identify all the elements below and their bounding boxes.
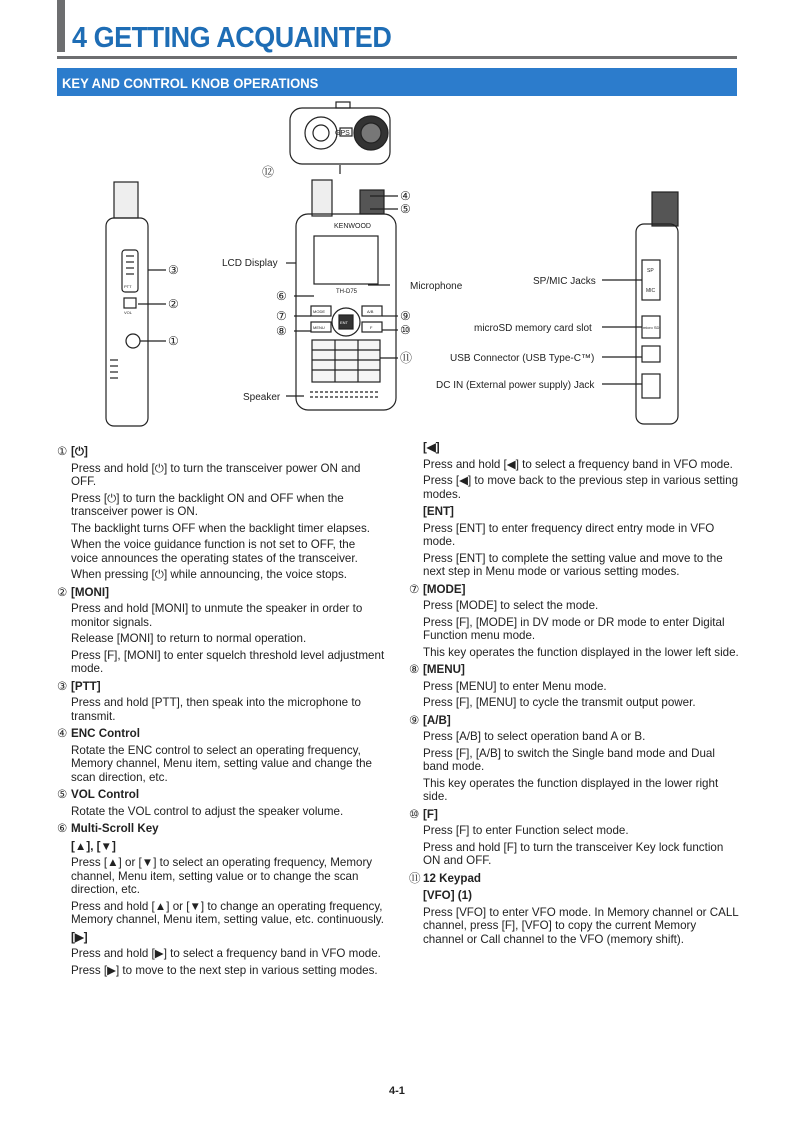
item-keypad: ⑪ 12 Keypad [VFO] (1) Press [VFO] to enter VFO mode. In Memory channel or CALL channel, press [F], [VFO] to copy the current Memory channel or Call channel to the VFO (memory shift). (409, 871, 739, 946)
callout-5: ⑤ (400, 202, 411, 216)
label-dc-in-jack: DC IN (External power supply) Jack (436, 380, 595, 391)
item-power: ① [⏻] Press and hold [⏻] to turn the transceiver power ON and OFF. Press [⏻] to turn the backlight ON and OFF when the transceiver power is ON. The backlight turns OFF when the backlight timer elapses. When the voice guidance function is not set to OFF, the voice announces the operating states of the transceiver. When pressing [⏻] while announcing, the voice stops. (57, 445, 385, 582)
item-f-text: Press and hold [F] to turn the transceiver Key lock function ON and OFF. (423, 840, 724, 867)
item-left-arrow-text: Press and hold [◀] to select a frequency band in VFO mode. (423, 457, 733, 471)
label-usb-connector: USB Connector (USB Type-C™) (450, 353, 595, 364)
item-power-text: When the voice guidance function is not set to OFF, the voice announces the operating states of the transceiver. (71, 538, 358, 565)
item-f-text: Press [F] to enter Function select mode. (423, 824, 629, 837)
item-left-arrow (409, 441, 739, 501)
device-mode: MODE (313, 309, 325, 314)
item-ent-text: Press [ENT] to enter frequency direct entry mode in VFO mode. (423, 521, 715, 548)
right-side-illustration (636, 192, 678, 424)
callout-9: ⑨ (400, 309, 411, 323)
item-menu-title: [MENU] (423, 663, 465, 676)
label-lcd-display: LCD Display (222, 258, 278, 269)
section-title: KEY AND CONTROL KNOB OPERATIONS (62, 75, 319, 91)
item-vol-text: Rotate the VOL control to adjust the speaker volume. (71, 804, 344, 818)
item-ent (409, 505, 739, 579)
item-ab-text: Press [F], [A/B] to switch the Single band mode and Dual band mode. (423, 746, 715, 773)
label-microsd-slot: microSD memory card slot (474, 323, 592, 334)
item-mode: ⑦ [MODE] Press [MODE] to select the mode. Press [F], [MODE] in DV mode or DR mode to enter Digital Function menu mode. This key operates the function displayed in the lower left side. (409, 582, 739, 659)
item-left-arrow-sub: [◀] (423, 441, 440, 454)
device-ab: A/B (367, 309, 374, 314)
device-microsd: micro SD (643, 325, 660, 330)
item-vol-title: VOL Control (71, 788, 140, 801)
item-enc: ④ ENC Control Rotate the ENC control to select an operating frequency, Memory channel, Menu item, setting value and change the scan direction, etc. (57, 727, 385, 784)
callout-1: ① (168, 334, 179, 348)
front-view-illustration (296, 180, 396, 410)
item-menu: ⑧ [MENU] Press [MENU] to enter Menu mode. Press [F], [MENU] to cycle the transmit output power. (409, 663, 739, 710)
item-menu-text: Press [MENU] to enter Menu mode. (423, 679, 607, 693)
item-multi-scroll: ⑥ Multi-Scroll Key [▲], [▼] Press [▲] or [▼] to select an operating frequency, Memory channel, Menu item, setting value or to change the scan direction, etc. Press and hold [▲] or [▼] to change an operating frequency, Memory channel, Menu item, setting value, etc. continuously. [▶] Press and hold [▶] to select a frequency band in VFO mode. Press [▶] to move to the next step in various setting modes. (57, 822, 384, 977)
device-vol: VOL (124, 310, 133, 315)
item-keypad-title: 12 Keypad (423, 871, 481, 885)
chapter-bar (57, 0, 65, 52)
item-left-arrow-text: Press [◀] to move back to the previous step in various setting modes. (423, 474, 739, 501)
item-ab-title: [A/B] (423, 713, 451, 727)
item-vol: ⑤ VOL Control Rotate the VOL control to adjust the speaker volume. (57, 788, 385, 818)
page-number: 4-1 (389, 1085, 405, 1097)
callout-8: ⑧ (276, 324, 287, 338)
item-multi-scroll-text: Press and hold [▶] to select a frequency band in VFO mode. (71, 947, 381, 960)
callout-6: ⑥ (276, 289, 287, 303)
item-multi-scroll-text: Press [▶] to move to the next step in various setting modes. (71, 963, 378, 977)
device-sp: SP (647, 268, 654, 274)
chapter-rule (57, 56, 737, 59)
device-f: F (370, 325, 373, 330)
callout-3: ③ (168, 263, 179, 277)
label-speaker: Speaker (243, 392, 281, 403)
item-moni-text: Press [F], [MONI] to enter squelch threshold level adjustment mode. (71, 648, 385, 675)
item-f-title: [F] (423, 807, 438, 821)
item-multi-scroll-sub: [▲], [▼] (71, 839, 116, 853)
item-mode-text: Press [F], [MODE] in DV mode or DR mode to enter Digital Function menu mode. (423, 615, 725, 642)
callout-7: ⑦ (276, 309, 287, 323)
transceiver-diagram (90, 100, 710, 430)
item-moni-title: [MONI] (71, 585, 109, 599)
item-mode-title: [MODE] (423, 582, 466, 596)
item-power-title: [⏻] (71, 445, 88, 458)
device-gps: GPS (335, 130, 350, 137)
callout-10: ⑩ (400, 323, 411, 337)
chapter-title: 4 GETTING ACQUAINTED (72, 22, 392, 54)
item-ab: ⑨ [A/B] Press [A/B] to select operation band A or B. Press [F], [A/B] to switch the Single band mode and Dual band mode. This key operates the function displayed in the lower right side. (409, 714, 739, 804)
item-moni-text: Release [MONI] to return to normal operation. (71, 632, 307, 645)
item-f: ⑩ [F] Press [F] to enter Function select mode. Press and hold [F] to turn the transceiver Key lock function ON and OFF. (409, 808, 739, 868)
item-power-text: When pressing [⏻] while announcing, the voice stops. (71, 568, 347, 581)
right-column (409, 441, 739, 946)
callout-2: ② (168, 297, 179, 311)
item-keypad-text: Press [VFO] to enter VFO mode. In Memory channel or CALL channel, press [F], [VFO] to copy the current Memory channel or Call channel to the VFO (memory shift). (423, 905, 739, 946)
item-power-text: Press [⏻] to turn the backlight ON and OFF when the transceiver power is ON. (71, 491, 344, 518)
item-ptt: ③ [PTT] Press and hold [PTT], then speak into the microphone to transmit. (57, 680, 385, 724)
item-ptt-text: Press and hold [PTT], then speak into the microphone to transmit. (71, 696, 362, 723)
item-multi-scroll-title: Multi-Scroll Key (71, 822, 159, 835)
device-brand: KENWOOD (334, 223, 371, 230)
item-mode-text: Press [MODE] to select the mode. (423, 599, 599, 612)
item-enc-text: Rotate the ENC control to select an operating frequency, Memory channel, Menu item, setting value and change the scan direction, etc. (71, 743, 372, 784)
callout-11: ⑪ (400, 351, 413, 365)
left-column (57, 441, 385, 977)
item-power-text: Press and hold [⏻] to turn the transceiver power ON and OFF. (71, 461, 361, 488)
item-menu-text: Press [F], [MENU] to cycle the transmit output power. (423, 696, 696, 709)
device-model: TH-D75 (336, 289, 358, 295)
device-ptt: PTT (124, 284, 132, 289)
item-keypad-sub: [VFO] (1) (423, 889, 472, 902)
item-multi-scroll-text: Press and hold [▲] or [▼] to change an operating frequency, Memory channel, Menu item, setting value, etc. continuously. (71, 899, 384, 926)
item-multi-scroll-sub: [▶] (71, 930, 88, 944)
label-sp-mic-jacks: SP/MIC Jacks (533, 276, 596, 287)
callout-12: ⑫ (262, 165, 275, 179)
item-ent-text: Press [ENT] to complete the setting value and move to the next step in Menu mode or various setting modes. (423, 551, 723, 578)
item-ab-text: This key operates the function displayed in the lower right side. (423, 776, 719, 803)
callout-4: ④ (400, 189, 411, 203)
item-ab-text: Press [A/B] to select operation band A or B. (423, 730, 646, 743)
item-ent-sub: [ENT] (423, 505, 454, 518)
item-moni-text: Press and hold [MONI] to unmute the speaker in order to monitor signals. (71, 602, 363, 629)
item-mode-text: This key operates the function displayed in the lower left side. (423, 645, 739, 659)
device-ent: ENT (340, 320, 348, 325)
item-multi-scroll-text: Press [▲] or [▼] to select an operating frequency, Memory channel, Menu item, setting value or to change the scan direction, etc. (71, 856, 373, 896)
device-mic: MIC (646, 288, 656, 294)
item-enc-title: ENC Control (71, 727, 140, 740)
label-microphone: Microphone (410, 281, 463, 292)
item-power-text: The backlight turns OFF when the backlight timer elapses. (71, 521, 370, 535)
item-ptt-title: [PTT] (71, 679, 101, 693)
device-menu: MENU (313, 325, 325, 330)
item-moni: ② [MONI] Press and hold [MONI] to unmute the speaker in order to monitor signals. Release [MONI] to return to normal operation. Press [F], [MONI] to enter squelch threshold level adjustment mode. (57, 585, 385, 675)
